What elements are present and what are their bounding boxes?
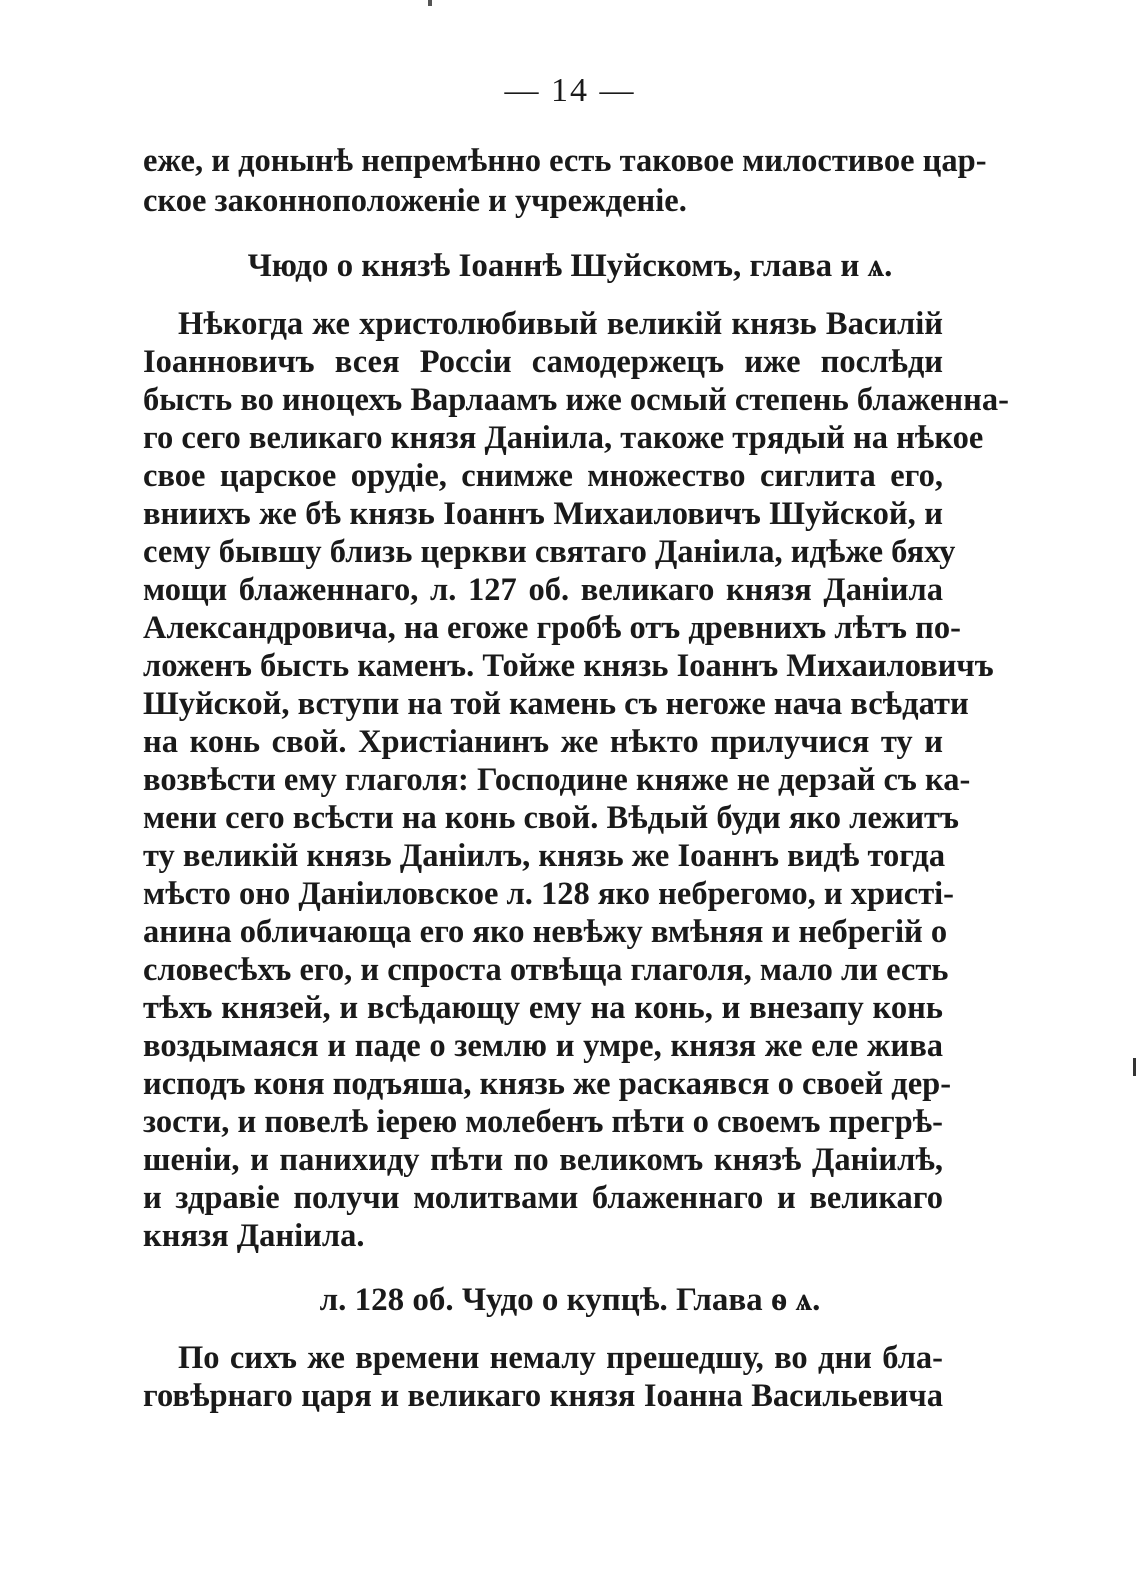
text-line: По сихъ же времени немалу прешедшу, во дни бла- (178, 1340, 943, 1376)
text-line: сему бывшу близь церкви святаго Даніила, идѣже бяху (143, 534, 956, 570)
text-line: ложенъ бысть каменъ. Тойже князь Іоаннъ Михаиловичъ (143, 648, 994, 684)
text-line: зости, и повелѣ іерею молебенъ пѣти о своемъ прегрѣ- (143, 1104, 943, 1140)
text-line: еже, и донынѣ непремѣнно есть таковое милостивое цар- (143, 143, 987, 179)
text-line: на конь свой. Христіанинъ же нѣкто прилучися ту и (143, 724, 943, 760)
text-line: тѣхъ князей, и всѣдающу ему на конь, и внезапу конь (143, 990, 943, 1026)
text-line: Іоанновичъ всея Россіи самодержецъ иже послѣди (143, 344, 943, 380)
chapter-heading: л. 128 об. Чудо о купцѣ. Глава ѳ ѧ. (319, 1282, 821, 1318)
text-line: возвѣсти ему глаголя: Господине княже не дерзай съ ка- (143, 762, 971, 798)
text-line: князя Даніила. (143, 1218, 365, 1254)
text-line: говѣрнаго царя и великаго князя Іоанна Васильевича (143, 1378, 943, 1414)
text-line: и здравіе получи молитвами блаженнаго и великаго (143, 1180, 943, 1216)
text-line: шеніи, и панихиду пѣти по великомъ князѣ Даніилѣ, (143, 1142, 943, 1178)
text-line: мени сего всѣсти на конь свой. Вѣдый буди яко лежитъ (143, 800, 959, 836)
scan-edge-mark (1133, 1058, 1136, 1076)
page-number: — 14 — (504, 72, 636, 109)
scan-artifact-mark (428, 0, 432, 6)
text-line: Шуйской, вступи на той камень съ негоже нача всѣдати (143, 686, 969, 722)
text-line: воздымаяся и паде о землю и умре, князя же еле жива (143, 1028, 943, 1064)
text-line: свое царское орудіе, снимже множество сиглита его, (143, 458, 943, 494)
text-line: вниихъ же бѣ князь Іоаннъ Михаиловичъ Шуйской, и (143, 496, 943, 532)
text-line: Нѣкогда же христолюбивый великій князь Василій (178, 306, 943, 342)
text-line: бысть во иноцехъ Варлаамъ иже осмый степень блаженна- (143, 382, 1009, 418)
text-line: анина обличающа его яко невѣжу вмѣняя и небрегій о (143, 914, 948, 950)
text-line: Александровича, на егоже гробѣ отъ древнихъ лѣтъ по- (143, 610, 961, 646)
text-line: го сего великаго князя Даніила, такоже трядый на нѣкое (143, 420, 984, 456)
chapter-heading: Чюдо о князѣ Іоаннѣ Шуйскомъ, глава и ѧ. (247, 248, 893, 284)
text-line: мощи блаженнаго, л. 127 об. великаго князя Даніила (143, 572, 943, 608)
text-line: ское законноположеніе и учрежденіе. (143, 183, 687, 219)
text-line: ту великій князь Даніилъ, князь же Іоаннъ видѣ тогда (143, 838, 946, 874)
text-line: мѣсто оно Даніиловское л. 128 яко небрегомо, и христі- (143, 876, 955, 912)
text-line: словесѣхъ его, и спроста отвѣща глаголя, мало ли есть (143, 952, 949, 988)
text-line: исподъ коня подъяша, князь же раскаявся о своей дер- (143, 1066, 952, 1102)
